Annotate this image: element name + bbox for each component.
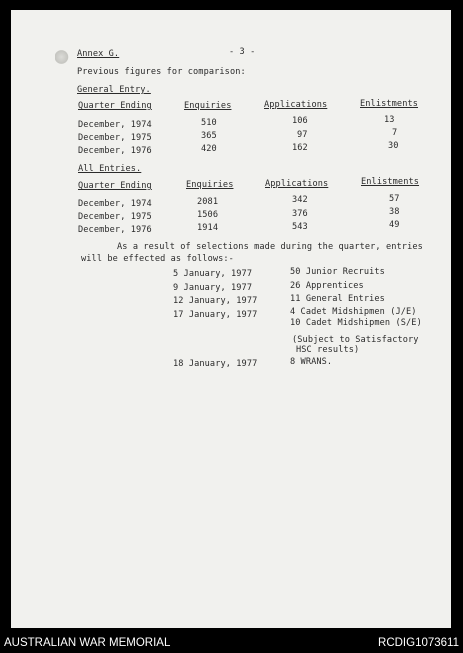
entry-date: 17 January, 1977 xyxy=(173,310,258,320)
selections-paragraph-line: As a result of selections made during the quarter, entries xyxy=(117,242,423,252)
all-row-applications: 342 xyxy=(292,195,308,205)
all-col-applications: Applications xyxy=(265,179,329,189)
archive-source: AUSTRALIAN WAR MEMORIAL xyxy=(4,637,171,649)
entry-date: 18 January, 1977 xyxy=(173,359,258,369)
all-row-applications: 376 xyxy=(292,209,308,219)
all-row-quarter: December, 1976 xyxy=(78,225,152,235)
general-row-enlistments: 13 xyxy=(384,115,395,125)
archive-footer xyxy=(0,631,463,653)
entry-note: HSC results) xyxy=(296,345,360,355)
selections-paragraph-line: will be effected as follows:- xyxy=(81,254,234,264)
entry-description: 4 Cadet Midshipmen (J/E) xyxy=(290,307,417,317)
entry-description: 26 Apprentices xyxy=(290,281,364,291)
general-row-enquiries: 510 xyxy=(201,118,217,128)
all-row-enquiries: 1506 xyxy=(197,210,219,220)
entry-description: 50 Junior Recruits xyxy=(290,267,385,277)
general-row-enquiries: 420 xyxy=(201,144,217,154)
general-row-applications: 97 xyxy=(297,130,308,140)
all-row-enquiries: 1914 xyxy=(197,223,219,233)
general-col-enlistments: Enlistments xyxy=(360,99,419,109)
page-number: - 3 - xyxy=(229,47,256,57)
general-col-quarter: Quarter Ending xyxy=(78,101,152,111)
all-row-enlistments: 49 xyxy=(389,220,400,230)
general-row-quarter: December, 1975 xyxy=(78,133,152,143)
all-row-applications: 543 xyxy=(292,222,308,232)
general-row-enlistments: 30 xyxy=(388,141,399,151)
all-col-quarter: Quarter Ending xyxy=(78,181,152,191)
general-entry-heading: General Entry. xyxy=(77,85,151,95)
all-entries-heading: All Entries. xyxy=(78,164,142,174)
all-row-enquiries: 2081 xyxy=(197,197,219,207)
general-row-enquiries: 365 xyxy=(201,131,217,141)
entry-note: (Subject to Satisfactory xyxy=(292,335,419,345)
intro-text: Previous figures for comparison: xyxy=(77,67,246,77)
page-fold-mark xyxy=(55,50,71,64)
all-col-enlistments: Enlistments xyxy=(361,177,420,187)
general-col-applications: Applications xyxy=(264,100,328,110)
entry-description: 8 WRANS. xyxy=(290,357,333,367)
annex-label: Annex G. xyxy=(77,49,120,59)
entry-description: 11 General Entries xyxy=(290,294,385,304)
all-col-enquiries: Enquiries xyxy=(186,180,234,190)
general-row-applications: 162 xyxy=(292,143,308,153)
all-row-enlistments: 38 xyxy=(389,207,400,217)
all-row-enlistments: 57 xyxy=(389,194,400,204)
document-page xyxy=(11,10,451,628)
archive-record-id: RCDIG1073611 xyxy=(378,637,459,649)
general-row-quarter: December, 1974 xyxy=(78,120,152,130)
entry-date: 9 January, 1977 xyxy=(173,283,253,293)
entry-date: 5 January, 1977 xyxy=(173,269,253,279)
general-row-enlistments: 7 xyxy=(392,128,398,138)
general-col-enquiries: Enquiries xyxy=(184,101,232,111)
entry-date: 12 January, 1977 xyxy=(173,296,258,306)
general-row-quarter: December, 1976 xyxy=(78,146,152,156)
general-row-applications: 106 xyxy=(292,116,308,126)
all-row-quarter: December, 1975 xyxy=(78,212,152,222)
entry-description: 10 Cadet Midshipmen (S/E) xyxy=(290,318,422,328)
all-row-quarter: December, 1974 xyxy=(78,199,152,209)
